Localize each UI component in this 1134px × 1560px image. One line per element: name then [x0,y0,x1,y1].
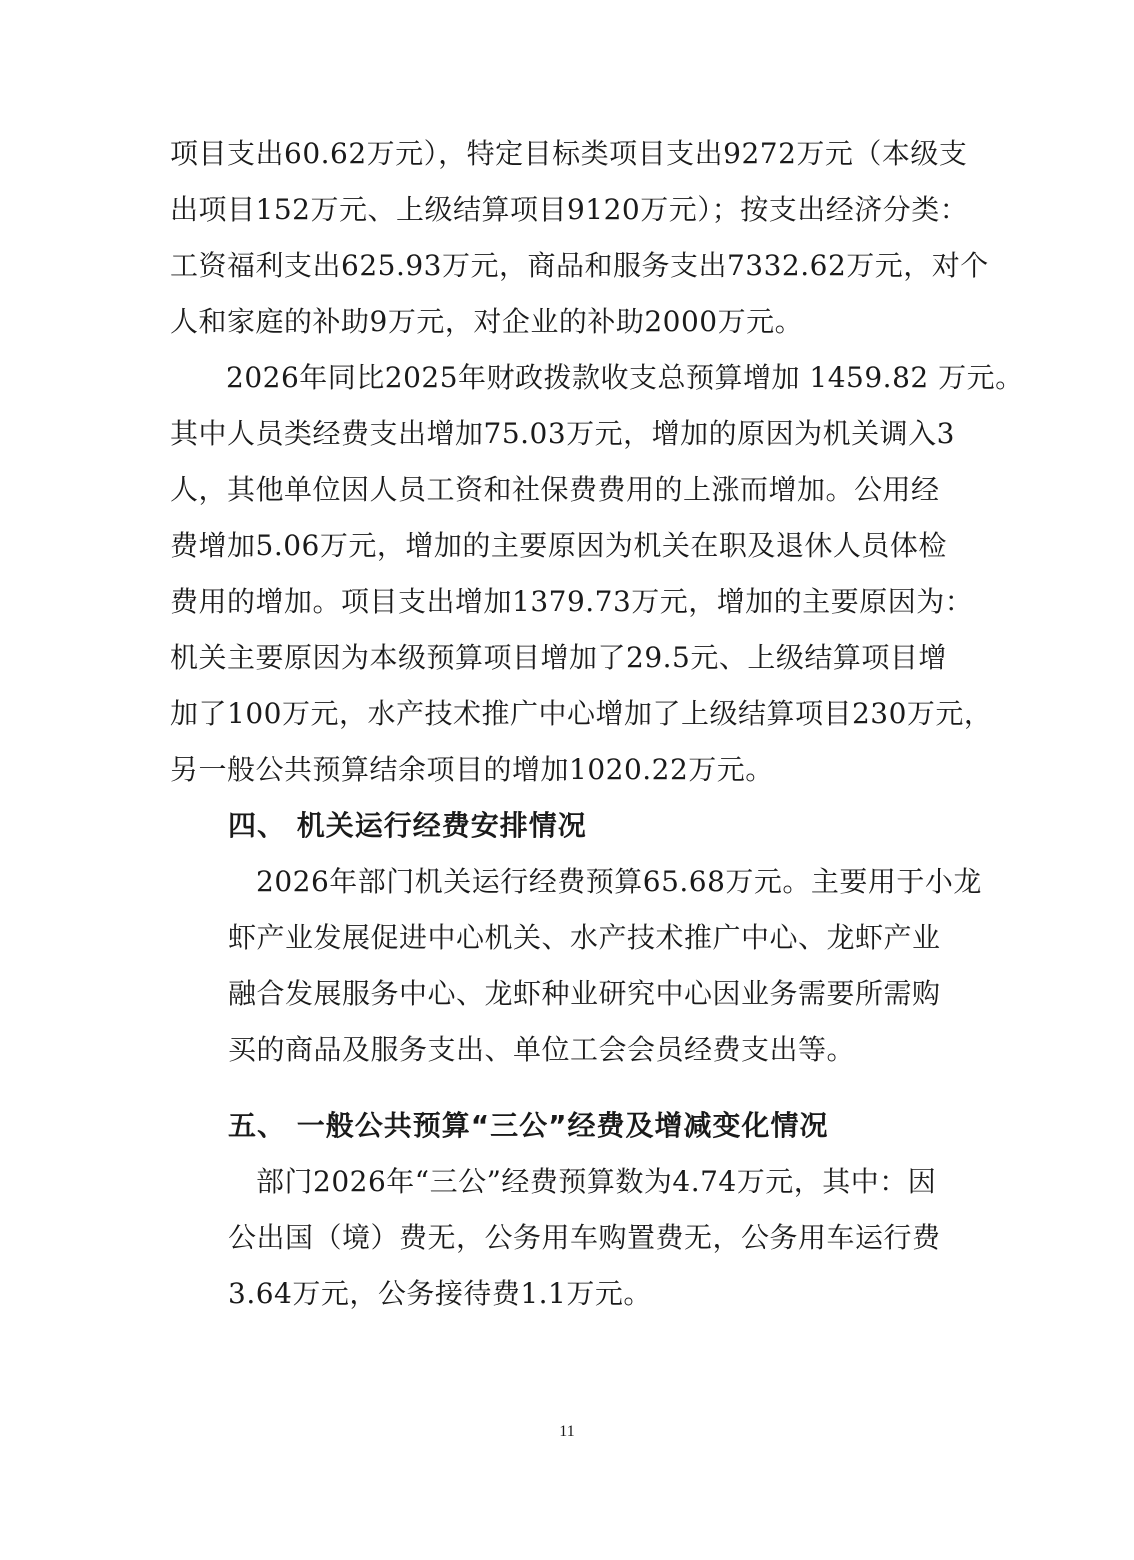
paragraph-line: 人和家庭的补助9万元，对企业的补助2000万元。 [170,305,804,338]
paragraph-line: 虾产业发展促进中心机关、水产技术推广中心、龙虾产业 [228,921,941,954]
section-heading: 五、 一般公共预算“三公”经费及增减变化情况 [228,1109,829,1142]
paragraph-line: 出项目152万元、上级结算项目9120万元）；按支出经济分类： [170,193,969,226]
paragraph-line: 部门2026年“三公”经费预算数为4.74万元，其中：因 [256,1165,937,1198]
paragraph-line: 人，其他单位因人员工资和社保费费用的上涨而增加。公用经 [170,473,940,506]
paragraph-line: 另一般公共预算结余项目的增加1020.22万元。 [170,753,774,786]
paragraph-line: 买的商品及服务支出、单位工会会员经费支出等。 [228,1033,856,1066]
paragraph-line: 其中人员类经费支出增加75.03万元，增加的原因为机关调入3 [170,417,955,450]
paragraph-line: 费用的增加。项目支出增加1379.73万元，增加的主要原因为： [170,585,974,618]
paragraph-line: 费增加5.06万元，增加的主要原因为机关在职及退休人员体检 [170,529,947,562]
paragraph-line: 融合发展服务中心、龙虾种业研究中心因业务需要所需购 [228,977,941,1010]
paragraph-line: 加了100万元，水产技术推广中心增加了上级结算项目230万元， [170,697,993,730]
paragraph-line: 3.64万元，公务接待费1.1万元。 [228,1277,652,1310]
paragraph-line: 项目支出60.62万元），特定目标类项目支出9272万元（本级支 [170,137,968,170]
paragraph-line: 公出国（境）费无，公务用车购置费无，公务用车运行费 [228,1221,941,1254]
paragraph-line: 工资福利支出625.93万元，商品和服务支出7332.62万元，对个 [170,249,989,282]
section-heading: 四、 机关运行经费安排情况 [228,809,587,842]
paragraph-line: 机关主要原因为本级预算项目增加了29.5元、上级结算项目增 [170,641,947,674]
paragraph-line: 2026年同比2025年财政拨款收支总预算增加 1459.82 万元。 [226,361,1024,394]
paragraph-line: 2026年部门机关运行经费预算65.68万元。主要用于小龙 [256,865,982,898]
page-number: 11 [559,1423,575,1440]
